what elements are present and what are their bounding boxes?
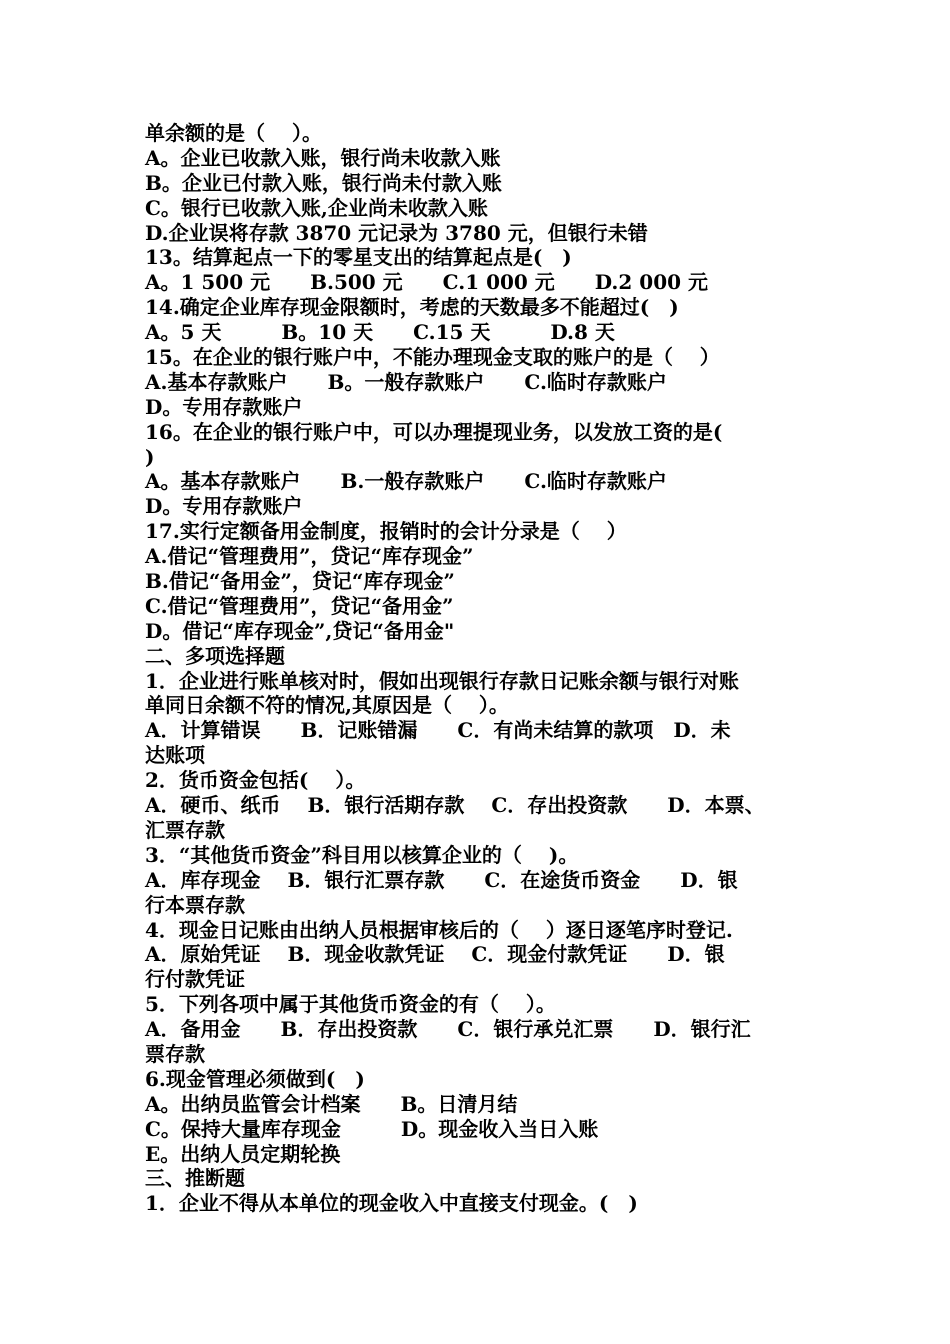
options-13: A。1 500 元 B.500 元 C.1 000 元 D.2 000 元 (145, 270, 708, 295)
mc-options-5: A．备用金 B．存出投资款 C．银行承兑汇票 D．银行汇 (145, 1017, 751, 1042)
question-16-cont: ) (145, 444, 155, 469)
mc-question-3: 3．“其他货币资金”科目用以核算企业的（ )。 (145, 842, 579, 867)
mc-question-2: 2．货币资金包括( ）。 (145, 768, 366, 793)
mc-question-6: 6.现金管理必须做到( ) (145, 1066, 365, 1091)
question-16: 16。在企业的银行账户中，可以办理提现业务，以发放工资的是( (145, 419, 723, 444)
mc-options-2: A．硬币、纸币 B．银行活期存款 C．存出投资款 D．本票、 (145, 793, 765, 818)
mc-options-3: A．库存现金 B．银行汇票存款 C．在途货币资金 D．银 (145, 867, 738, 892)
mc-options-5-cont: 票存款 (145, 1041, 205, 1066)
options-16-d: D。专用存款账户 (145, 494, 303, 519)
mc-question-5: 5．下列各项中属于其他货币资金的有（ ）。 (145, 992, 556, 1017)
mc-options-6-cd: C。保持大量库存现金 D。现金收入当日入账 (145, 1116, 599, 1141)
mc-question-4: 4．现金日记账由出纳人员根据审核后的（ ）逐日逐笔序时登记. (145, 917, 733, 942)
mc-question-1-cont: 单同日余额不符的情况,其原因是（ ）。 (145, 693, 509, 718)
question-14: 14.确定企业库存现金限额时，考虑的天数最多不能超过( ) (145, 295, 679, 320)
option-c: C。银行已收款入账,企业尚未收款入账 (145, 195, 488, 220)
judgment-question-1: 1．企业不得从本单位的现金收入中直接支付现金。( ) (145, 1191, 638, 1216)
mc-options-1-cont: 达账项 (145, 743, 205, 768)
mc-question-1: 1．企业进行账单核对时，假如出现银行存款日记账余额与银行对账 (145, 668, 739, 693)
mc-options-6-ab: A。出纳员监管会计档案 B。日清月结 (145, 1091, 518, 1116)
section-heading-judgment: 三、推断题 (145, 1166, 245, 1191)
mc-options-3-cont: 行本票存款 (145, 892, 245, 917)
section-heading-multiple-choice: 二、多项选择题 (145, 643, 285, 668)
option-b: B。企业已付款入账，银行尚未付款入账 (145, 170, 502, 195)
question-17: 17.实行定额备用金制度，报销时的会计分录是（ ） (145, 519, 627, 544)
options-15-d: D。专用存款账户 (145, 394, 303, 419)
option-17-a: A.借记“管理费用”，贷记“库存现金” (145, 544, 474, 569)
option-17-b: B.借记“备用金”，贷记“库存现金” (145, 569, 455, 594)
option-a: A。企业已收款入账，银行尚未收款入账 (145, 145, 501, 170)
option-17-c: C.借记“管理费用”，贷记“备用金” (145, 593, 454, 618)
mc-options-4: A．原始凭证 B．现金收款凭证 C．现金付款凭证 D．银 (145, 942, 725, 967)
mc-options-1: A．计算错误 B．记账错漏 C．有尚未结算的款项 D．未 (145, 718, 731, 743)
mc-options-2-cont: 汇票存款 (145, 817, 225, 842)
options-15: A.基本存款账户 B。一般存款账户 C.临时存款账户 (145, 369, 667, 394)
option-17-d: D。借记“库存现金”,贷记“备用金" (145, 618, 455, 643)
question-13: 13。结算起点一下的零星支出的结算起点是( ) (145, 245, 572, 270)
options-16: A。基本存款账户 B.一般存款账户 C.临时存款账户 (145, 469, 667, 494)
mc-options-6-e: E。出纳人员定期轮换 (145, 1141, 341, 1166)
document-page (145, 121, 835, 1216)
question-15: 15。在企业的银行账户中，不能办理现金支取的账户的是（ ） (145, 345, 720, 370)
options-14: A。5 天 B。10 天 C.15 天 D.8 天 (145, 320, 615, 345)
mc-options-4-cont: 行付款凭证 (145, 967, 245, 992)
text-line: 单余额的是（ ）。 (145, 121, 322, 145)
option-d: D.企业误将存款 3870 元记录为 3780 元，但银行未错 (145, 220, 648, 245)
